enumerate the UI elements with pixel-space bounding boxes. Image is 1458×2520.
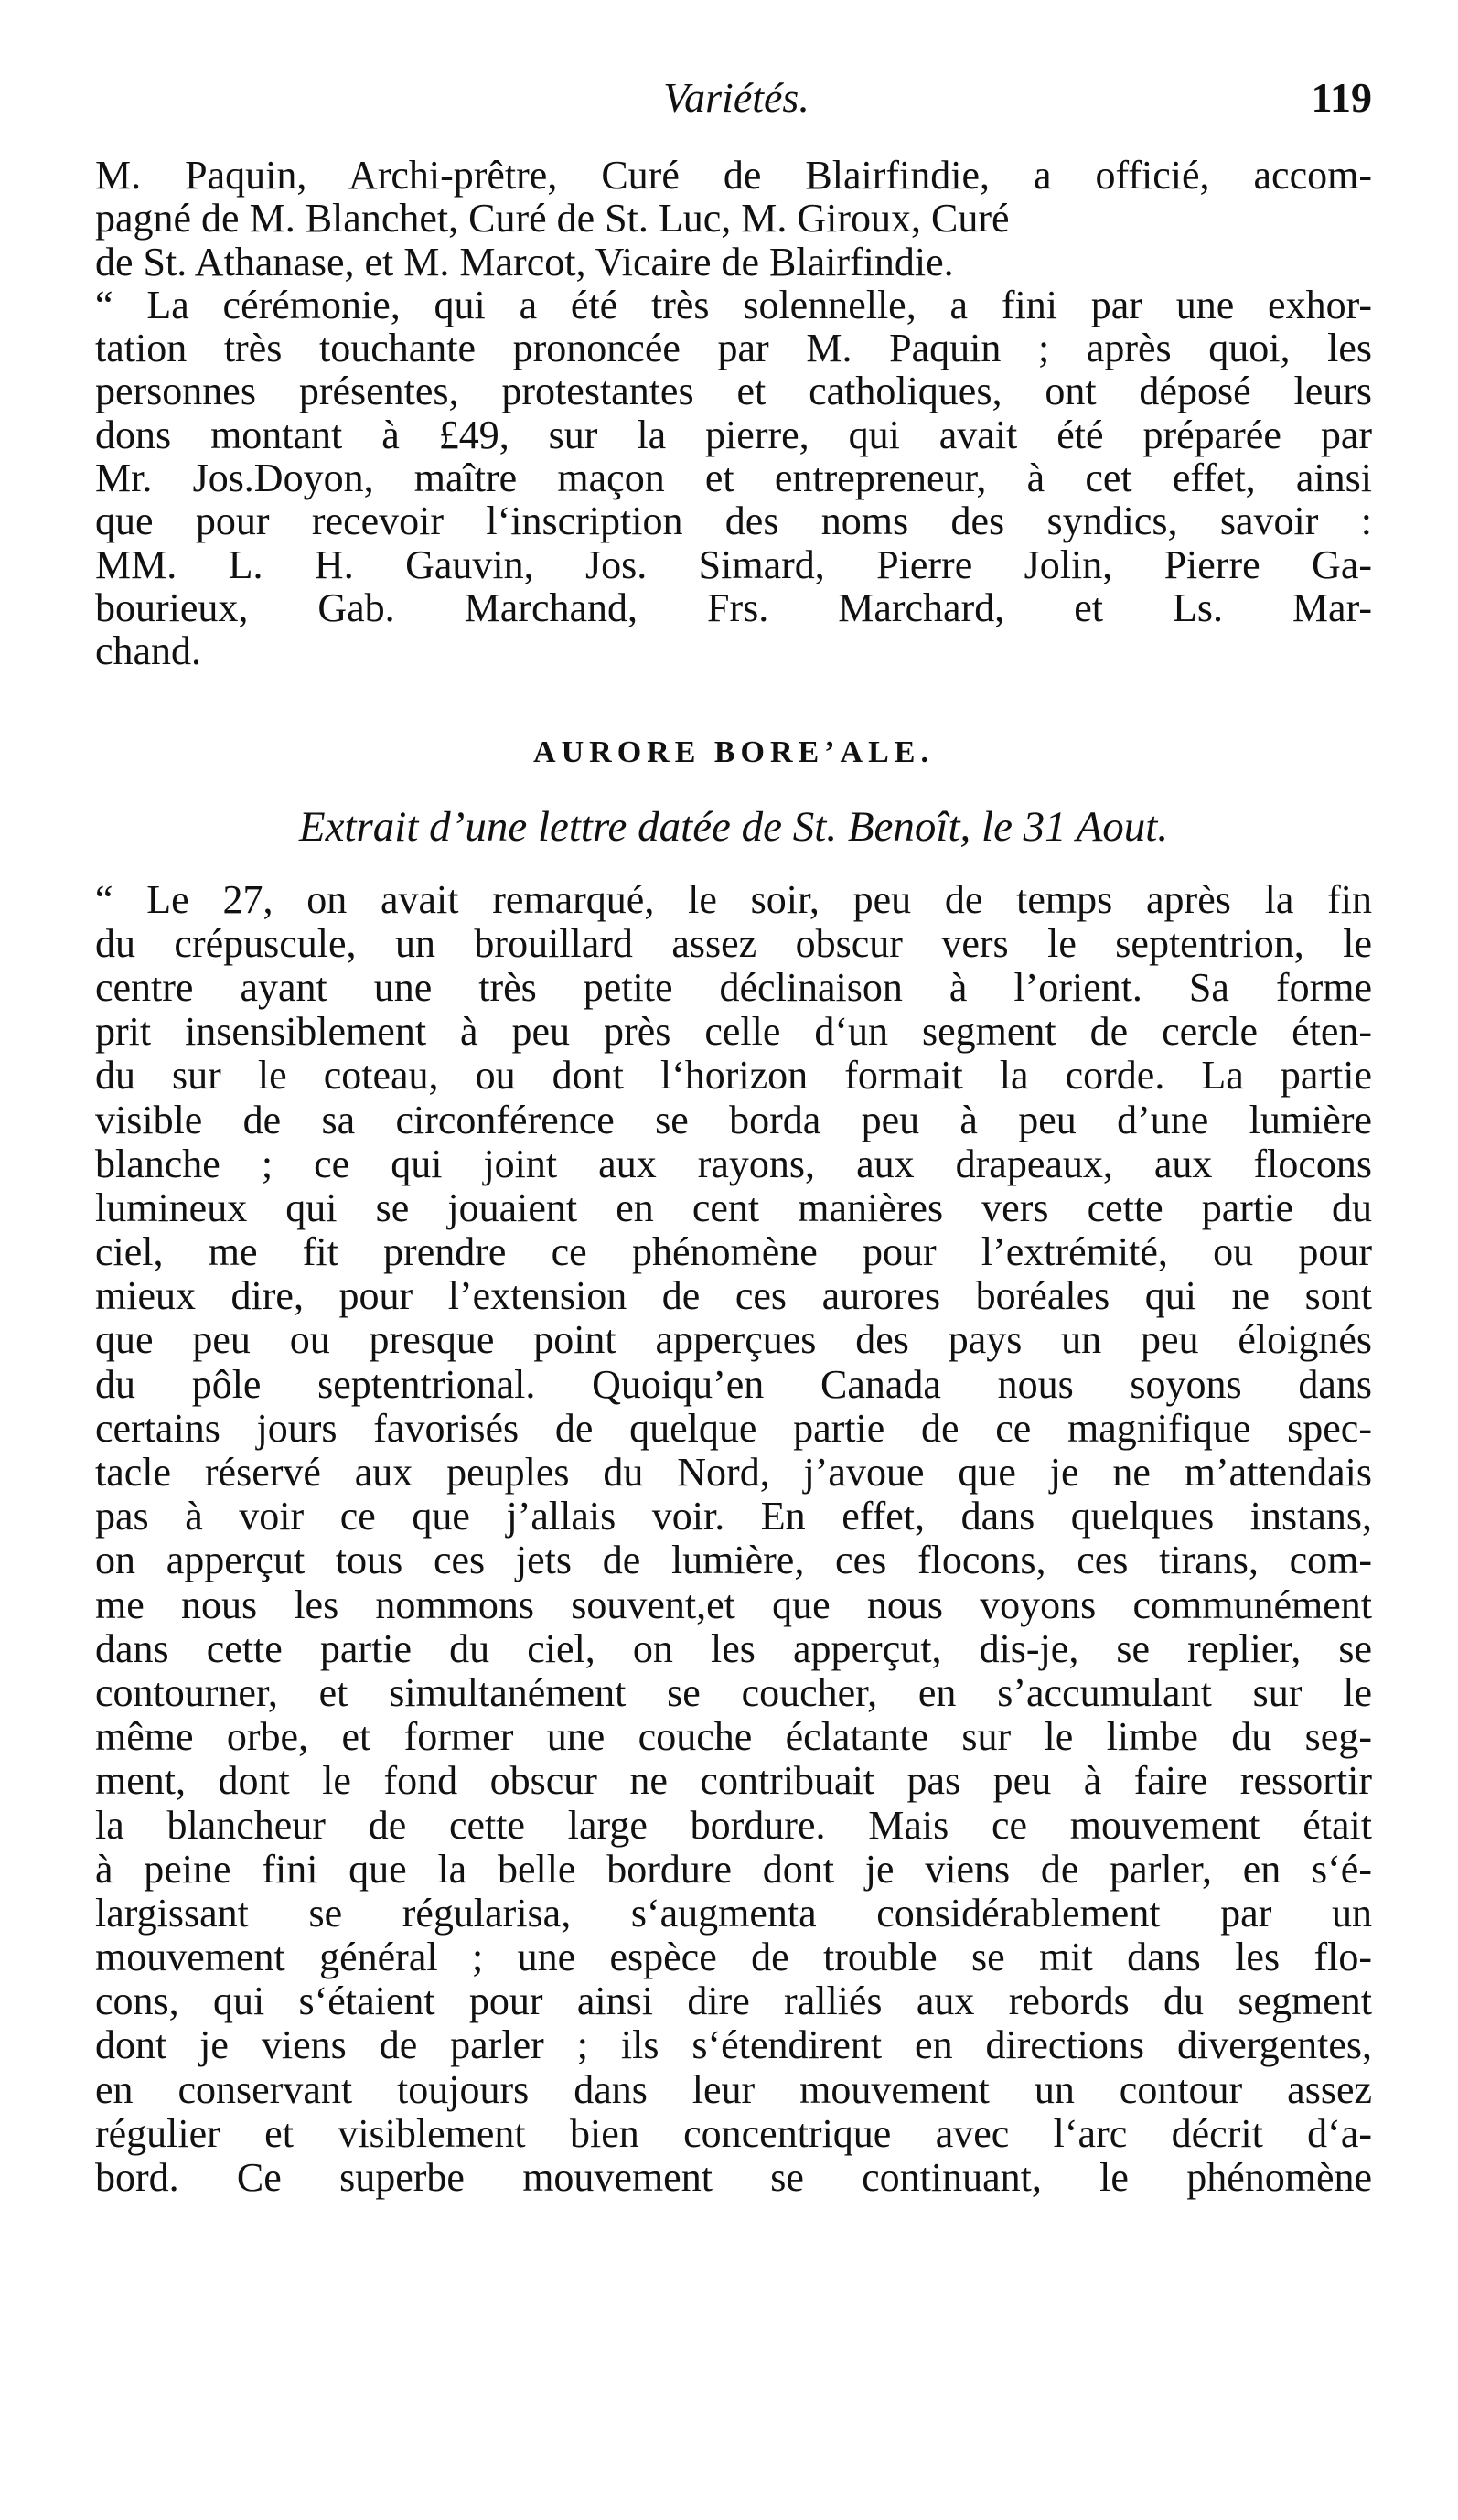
text-line: tation très touchante prononcée par M. Paquin ; après quoi, les (95, 326, 1372, 371)
text-line: cons, qui s‘étaient pour ainsi dire ralliés aux rebords du segment (95, 1978, 1372, 2024)
text-line: M. Paquin, Archi-prêtre, Curé de Blairfindie, a officié, accom- (95, 153, 1372, 198)
text-line: que peu ou presque point apperçues des pays un peu éloignés (95, 1317, 1372, 1363)
text-line: dont je viens de parler ; ils s‘étendirent en directions divergentes, (95, 2022, 1372, 2068)
text-line: contourner, et simultanément se coucher, en s’accumulant sur le (95, 1669, 1372, 1715)
text-line: chand. (95, 628, 202, 674)
text-line: mieux dire, pour l’extension de ces aurores boréales qui ne sont (95, 1273, 1372, 1319)
page-body (95, 154, 1372, 2200)
text-line: en conservant toujours dans leur mouvement un contour assez (95, 2066, 1372, 2112)
page-number: 119 (1311, 74, 1372, 121)
text-line: la blancheur de cette large bordure. Mais ce mouvement était (95, 1802, 1372, 1848)
text-line: blanche ; ce qui joint aux rayons, aux drapeaux, aux flocons (95, 1141, 1372, 1186)
text-line: régulier et visiblement bien concentrique avec l‘arc décrit d‘a- (95, 2110, 1372, 2156)
text-line: Mr. Jos.Doyon, maître maçon et entrepreneur, à cet effet, ainsi (95, 456, 1372, 501)
text-line: on apperçut tous ces jets de lumière, ces flocons, ces tirans, com- (95, 1538, 1372, 1583)
text-line: que pour recevoir l‘inscription des noms des syndics, savoir : (95, 499, 1372, 544)
text-line: du sur le coteau, ou dont l‘horizon formait la corde. La partie (95, 1053, 1372, 1099)
text-line: personnes présentes, protestantes et catholiques, ont déposé leurs (95, 369, 1372, 414)
text-line: tacle réservé aux peuples du Nord, j’avoue que je ne m’attendais (95, 1450, 1372, 1495)
text-line: ment, dont le fond obscur ne contribuait pas peu à faire ressortir (95, 1758, 1372, 1804)
text-line: prit insensiblement à peu près celle d‘un segment de cercle éten- (95, 1009, 1372, 1055)
text-line: dons montant à £49, sur la pierre, qui avait été préparée par (95, 412, 1372, 457)
text-line: bord. Ce superbe mouvement se continuant, le phénomène (95, 2155, 1372, 2200)
text-line: bourieux, Gab. Marchand, Frs. Marchard, et Ls. Mar- (95, 584, 1372, 630)
text-line: pas à voir ce que j’allais voir. En effet, dans quelques instans, (95, 1494, 1372, 1539)
text-line: de St. Athanase, et M. Marcot, Vicaire de Blairfindie. (95, 239, 954, 284)
text-line: à peine fini que la belle bordure dont je viens de parler, en s‘é- (95, 1846, 1372, 1892)
letter-dateline: Extrait d’une lettre datée de St. Benoît, le 31 Aout. (298, 802, 1169, 851)
running-title: Variétés. (663, 74, 809, 121)
ceremony-paragraphs (95, 154, 1372, 673)
text-line: MM. L. H. Gauvin, Jos. Simard, Pierre Jolin, Pierre Ga- (95, 542, 1372, 587)
text-line: du pôle septentrional. Quoiqu’en Canada nous soyons dans (95, 1361, 1372, 1407)
text-line: pagné de M. Blanchet, Curé de St. Luc, M. Giroux, Curé (95, 196, 1010, 241)
text-line: lumineux qui se jouaient en cent manières vers cette partie du (95, 1185, 1372, 1230)
text-line: mouvement général ; une espèce de trouble se mit dans les flo- (95, 1935, 1372, 1980)
section-heading: AURORE BORE’ALE. (533, 735, 934, 769)
text-line: même orbe, et former une couche éclatante sur le limbe du seg- (95, 1714, 1372, 1760)
text-line: centre ayant une très petite déclinaison à l’orient. Sa forme (95, 964, 1372, 1010)
text-line: certains jours favorisés de quelque partie de ce magnifique spec- (95, 1405, 1372, 1451)
text-line: du crépuscule, un brouillard assez obscur vers le septentrion, le (95, 920, 1372, 966)
running-head (101, 66, 1372, 130)
text-line: largissant se régularisa, s‘augmenta considérablement par un (95, 1890, 1372, 1936)
text-line: “ Le 27, on avait remarqué, le soir, peu de temps après la fin (95, 876, 1372, 922)
text-line: ciel, me fit prendre ce phénomène pour l’extrémité, ou pour (95, 1229, 1372, 1275)
text-line: me nous les nommons souvent,et que nous voyons communément (95, 1582, 1372, 1627)
text-line: dans cette partie du ciel, on les apperçut, dis-je, se replier, se (95, 1625, 1372, 1671)
text-line: “ La cérémonie, qui a été très solennelle, a fini par une exhor- (95, 282, 1372, 327)
aurora-paragraph (95, 878, 1372, 2201)
text-line: visible de sa circonférence se borda peu à peu d’une lumière (95, 1097, 1372, 1142)
